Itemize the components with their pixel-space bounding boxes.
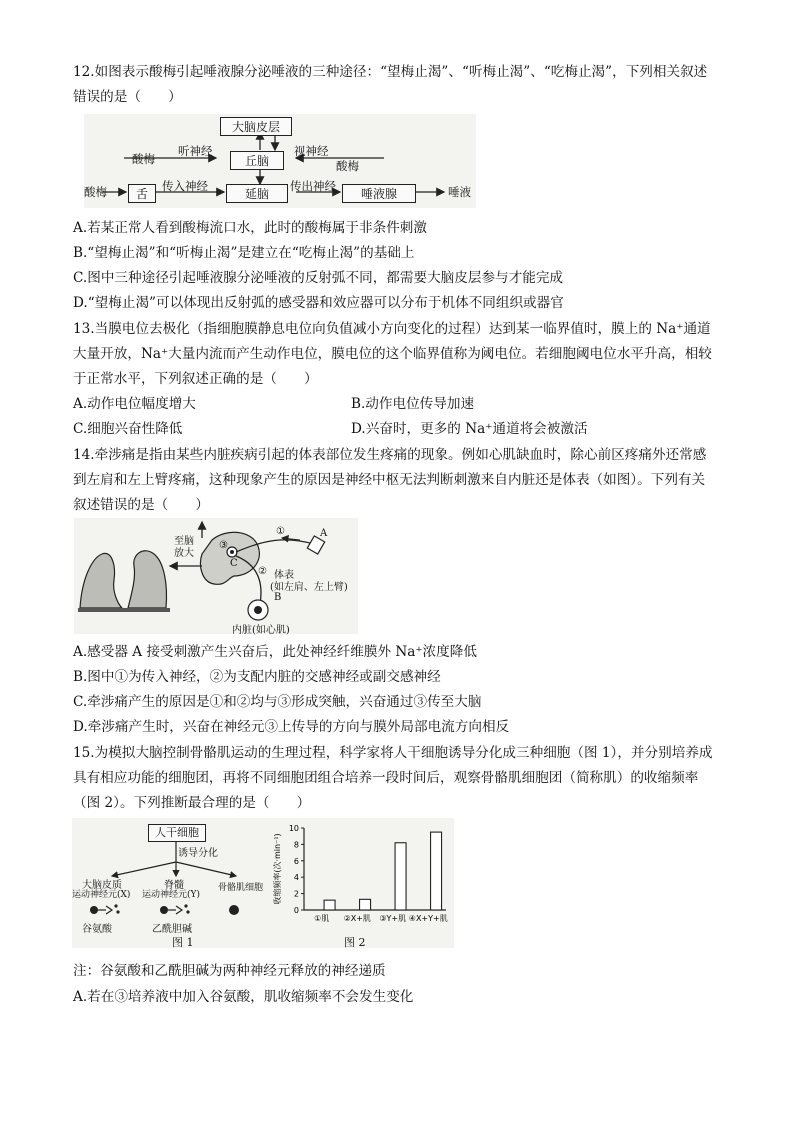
q12-reflex-diagram bbox=[84, 114, 476, 208]
bar bbox=[431, 832, 442, 910]
y-tick-label: 8 bbox=[293, 840, 299, 850]
q13-stem-line2: 大量开放，Na⁺大量内流而产生动作电位，膜电位的这个临界值称为阈电位。若细胞阈电位水平升高，相较 bbox=[73, 346, 712, 362]
q12-option-a: A.若某正常人看到酸梅流口水，此时的酸梅属于非条件刺激 bbox=[73, 220, 427, 236]
q15-stem-line2: 具有相应功能的细胞团，再将不同细胞团组合培养一段时间后，观察骨骼肌细胞团（简称肌）的收缩频率 bbox=[73, 770, 699, 786]
to-brain-label: 至脑 bbox=[174, 536, 194, 547]
cortex-neuron-label2: 运动神经元(X) bbox=[72, 890, 131, 900]
saliva-label: 唾液 bbox=[448, 185, 471, 199]
q14-option-b: B.图中①为传入神经，②为支配内脏的交感神经或副交感神经 bbox=[73, 669, 441, 685]
q15-note: 注：谷氨酸和乙酰胆碱为两种神经元释放的神经递质 bbox=[73, 963, 386, 979]
cortex-neuron-label: 大脑皮质 bbox=[82, 880, 122, 891]
body-surface-label: 体表 bbox=[274, 570, 294, 581]
q13-option-b: B.动作电位传导加速 bbox=[351, 396, 475, 412]
muscle-cell-label: 骨骼肌细胞 bbox=[218, 883, 264, 893]
label-a: A bbox=[320, 528, 328, 539]
label-n3: ③ bbox=[219, 540, 228, 551]
fig2-caption: 图 2 bbox=[344, 936, 366, 949]
q14-neuron-drawing bbox=[74, 518, 358, 634]
q14-stem-line2: 到左肩和左上臂疼痛，这种现象产生的原因是神经中枢无法判断刺激来自内脏还是体表（如图）。下列有关 bbox=[73, 472, 706, 488]
q13-stem-line3: 于正常水平，下列叙述正确的是（ ） bbox=[73, 371, 318, 387]
label-c: C bbox=[230, 558, 238, 569]
bar bbox=[324, 900, 335, 910]
cortex-box: 大脑皮层 bbox=[220, 117, 292, 136]
label-n2: ② bbox=[258, 566, 267, 577]
q14-stem-line1: 14.牵涉痛是指由某些内脏疾病引起的体表部位发生疼痛的现象。例如心肌缺血时，除心前区疼痛外还常感 bbox=[73, 447, 707, 463]
q15-stem-line1: 15.为模拟大脑控制骨骼肌运动的生理过程，科学家将人干细胞诱导分化成三种细胞（图 1），并分别培养成 bbox=[73, 745, 713, 761]
sour-plum-bottom: 酸梅 bbox=[84, 185, 107, 199]
body-surface-note: (如左肩、左上臂) bbox=[270, 582, 348, 593]
contraction-frequency-chart bbox=[270, 818, 454, 948]
category-label: ②X+肌 bbox=[343, 914, 371, 923]
q12-stem-line1: 12.如图表示酸梅引起唾液腺分泌唾液的三种途径：“望梅止渴”、“听梅止渴”、“吃梅止渴”，下列相关叙述 bbox=[73, 64, 708, 80]
q15-stem-line3: （图 2）。下列推断最合理的是（ ） bbox=[73, 795, 311, 811]
q14-option-c: C.牵涉痛产生的原因是①和②均与③形成突触，兴奋通过③传至大脑 bbox=[73, 694, 482, 710]
q15-figure-1 bbox=[72, 818, 270, 948]
amplify-label: 放大 bbox=[174, 548, 194, 559]
hypothalamus-box: 丘脑 bbox=[230, 151, 284, 170]
sour-plum-right: 酸梅 bbox=[336, 159, 359, 173]
category-label: ③Y+肌 bbox=[379, 914, 407, 923]
q13-option-d: D.兴奋时，更多的 Na⁺通道将会被激活 bbox=[351, 421, 588, 437]
glutamate-label: 谷氨酸 bbox=[82, 924, 112, 935]
efferent-nerve-label: 传出神经 bbox=[290, 179, 336, 193]
y-tick-label: 2 bbox=[293, 889, 299, 899]
spinal-label2: 运动神经元(Y) bbox=[142, 890, 200, 900]
q13-option-a: A.动作电位幅度增大 bbox=[73, 396, 196, 412]
y-tick-label: 6 bbox=[293, 856, 299, 866]
q14-stem-line3: 叙述错误的是（ ） bbox=[73, 497, 209, 513]
afferent-nerve-label: 传入神经 bbox=[162, 179, 208, 193]
stem-cell-box: 人干细胞 bbox=[148, 824, 206, 842]
q15-option-a: A.若在③培养液中加入谷氨酸，肌收缩频率不会发生变化 bbox=[73, 989, 414, 1005]
q12-option-b: B.“望梅止渴”和“听梅止渴”是建立在“吃梅止渴”的基础上 bbox=[73, 245, 415, 261]
tongue-box: 舌 bbox=[128, 184, 156, 203]
y-tick-label: 0 bbox=[293, 906, 299, 915]
acetylcholine-label: 乙酰胆碱 bbox=[152, 924, 192, 935]
q12-option-d: D.“望梅止渴”可以体现出反射弧的感受器和效应器可以分布于机体不同组织或器官 bbox=[73, 295, 564, 311]
q14-referred-pain-diagram bbox=[74, 518, 358, 634]
q12-option-c: C.图中三种途径引起唾液腺分泌唾液的反射弧不同，都需要大脑皮层参与才能完成 bbox=[73, 270, 564, 286]
viscera-label: 内脏(如心肌) bbox=[232, 625, 290, 636]
category-label: ④X+Y+肌 bbox=[408, 914, 448, 923]
q12-stem-line2: 错误的是（ ） bbox=[73, 89, 182, 105]
q14-option-d: D.牵涉痛产生时，兴奋在神经元③上传导的方向与膜外局部电流方向相反 bbox=[73, 719, 510, 735]
category-label: ①肌 bbox=[314, 914, 330, 923]
induce-label: 诱导分化 bbox=[178, 848, 218, 859]
bar bbox=[395, 843, 406, 910]
y-axis-label: 收缩频率(次·min⁻¹) bbox=[273, 833, 282, 905]
medulla-box: 延脑 bbox=[226, 184, 288, 203]
q13-stem-line1: 13.当膜电位去极化（指细胞膜静息电位向负值减小方向变化的过程）达到某一临界值时，膜上的 Na⁺通道 bbox=[73, 321, 711, 337]
auditory-nerve-label: 听神经 bbox=[178, 144, 213, 158]
bar bbox=[360, 899, 371, 910]
sour-plum-left: 酸梅 bbox=[132, 152, 155, 166]
y-tick-label: 10 bbox=[288, 824, 299, 833]
y-tick-label: 4 bbox=[293, 873, 299, 883]
label-n1: ① bbox=[276, 526, 285, 537]
q15-figure-2 bbox=[270, 818, 454, 948]
salivary-gland-box: 唾液腺 bbox=[342, 184, 416, 203]
q14-option-a: A.感受器 A 接受刺激产生兴奋后，此处神经纤维膜外 Na⁺浓度降低 bbox=[73, 644, 477, 660]
q13-option-c: C.细胞兴奋性降低 bbox=[73, 421, 183, 437]
spinal-label: 脊髓 bbox=[164, 880, 184, 891]
fig1-caption: 图 1 bbox=[172, 936, 194, 949]
optic-nerve-label: 视神经 bbox=[294, 144, 329, 158]
label-b: B bbox=[274, 592, 282, 603]
